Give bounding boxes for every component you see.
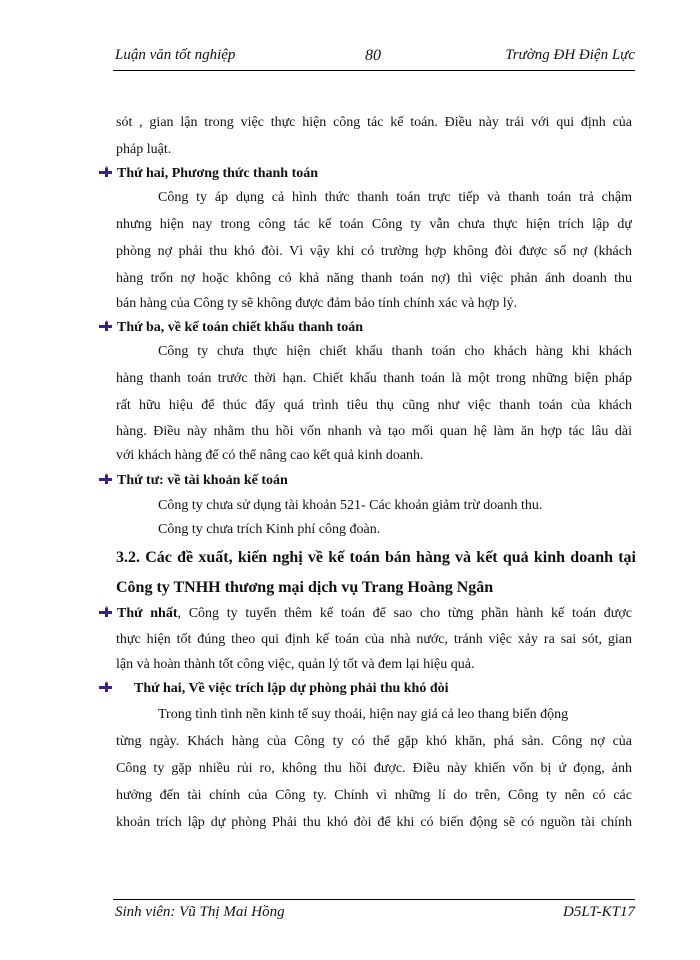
text-line: lận và hoàn thành tốt công việc, quản lý tốt và đem lại hiệu quả. [116, 657, 475, 672]
text-line: Công ty chưa thực hiện chiết khấu thanh toán cho khách hàng khi khách [158, 344, 632, 359]
header-right: Trường ĐH Điện Lực [505, 47, 635, 63]
text-line: hàng. Điều này nhằm thu hồi vốn nhanh và tạo mối quan hệ làm ăn hợp tác lâu dài [116, 424, 632, 439]
bullet-paragraph-text: , Công ty tuyển thêm kế toán để sao cho từng phần hành kế toán được [177, 606, 632, 621]
text-line: Công ty áp dụng cả hình thức thanh toán trực tiếp và thanh toán trả chậm [158, 190, 632, 205]
bullet-heading-3 [98, 316, 632, 340]
header-left: Luận văn tốt nghiệp [115, 47, 236, 63]
hand-pointer-icon [98, 680, 114, 694]
page-header [113, 44, 635, 71]
text-line: phòng nợ phải thu khó đòi. Vì vậy khi có trường hợp không đòi được số nợ (khách [116, 244, 632, 259]
hand-pointer-icon [98, 472, 114, 486]
bullet-heading-text: Thứ tư: về tài khoản kế toán [117, 473, 288, 488]
text-line: với khách hàng để có thể nâng cao kết quả kinh doanh. [116, 448, 424, 463]
bullet-heading-text: Thứ hai, Phương thức thanh toán [117, 166, 319, 181]
text-line: sót , gian lận trong việc thực hiện công tác kế toán. Điều này trái với qui định của [116, 115, 632, 130]
text-line: hàng trốn nợ hoặc không có khả năng thanh toán nợ) thì việc phản ánh doanh thu [116, 271, 632, 286]
footer-left: Sinh viên: Vũ Thị Mai Hồng [115, 904, 285, 920]
bullet-heading-text: Thứ hai, Về việc trích lập dự phòng phải thu khó đòi [134, 681, 449, 696]
text-line: rất hữu hiệu để thúc đẩy quá trình tiêu thụ cũng như việc thanh toán của khách [116, 398, 632, 413]
bullet-paragraph-1 [98, 602, 632, 626]
page-footer [113, 899, 635, 924]
text-line: từng ngày. Khách hàng của Công ty có thể gặp khó khăn, phá sản. Công nợ của [116, 734, 632, 749]
text-line: Công ty gặp nhiều rủi ro, không thu hồi được. Điều này khiến vốn bị ứ đọng, ảnh [116, 761, 632, 776]
hand-pointer-icon [98, 605, 114, 619]
text-line: khoản trích lập dự phòng Phải thu khó đòi để khi có biến động sẽ có nguồn tài chính [116, 815, 632, 830]
text-line: Công ty chưa sử dụng tài khoản 521- Các khoản giảm trừ doanh thu. [158, 498, 543, 513]
text-line: bán hàng của Công ty sẽ không được đảm bảo tính chính xác và hợp lý. [116, 296, 518, 311]
bullet-heading-5 [98, 677, 632, 701]
bullet-lead-text: Thứ nhất [117, 606, 178, 621]
hand-pointer-icon [98, 319, 114, 333]
bullet-heading-2 [98, 162, 632, 186]
text-line: Trong tình tình nền kinh tế suy thoái, hiện nay giá cả leo thang biến động [158, 707, 569, 722]
text-line: hưởng đến tài chính của Công ty. Chính vì những lí do trên, Công ty nên có các [116, 788, 632, 803]
text-line: pháp luật. [116, 142, 172, 157]
footer-right: D5LT-KT17 [563, 904, 635, 920]
text-line: thực hiện tốt đúng theo qui định kế toán của nhà nước, tránh việc xảy ra sai sót, gian [116, 632, 632, 647]
bullet-heading-text: Thứ ba, về kế toán chiết khấu thanh toán [117, 320, 364, 335]
page-number: 80 [365, 47, 381, 64]
hand-pointer-icon [98, 165, 114, 179]
section-heading: Công ty TNHH thương mại dịch vụ Trang Hoàng Ngân [116, 579, 494, 596]
text-line: Công ty chưa trích Kinh phí công đoàn. [158, 522, 381, 537]
section-heading: 3.2. Các đề xuất, kiến nghị về kế toán bán hàng và kết quả kinh doanh tại [116, 549, 636, 566]
bullet-heading-4 [98, 469, 632, 493]
text-line: hàng thanh toán trước thời hạn. Chiết khấu thanh toán là một trong những biện pháp [116, 371, 632, 386]
text-line: nhưng hiện nay trong công tác kế toán Công ty vẫn chưa thực hiện trích lập dự [116, 217, 632, 232]
